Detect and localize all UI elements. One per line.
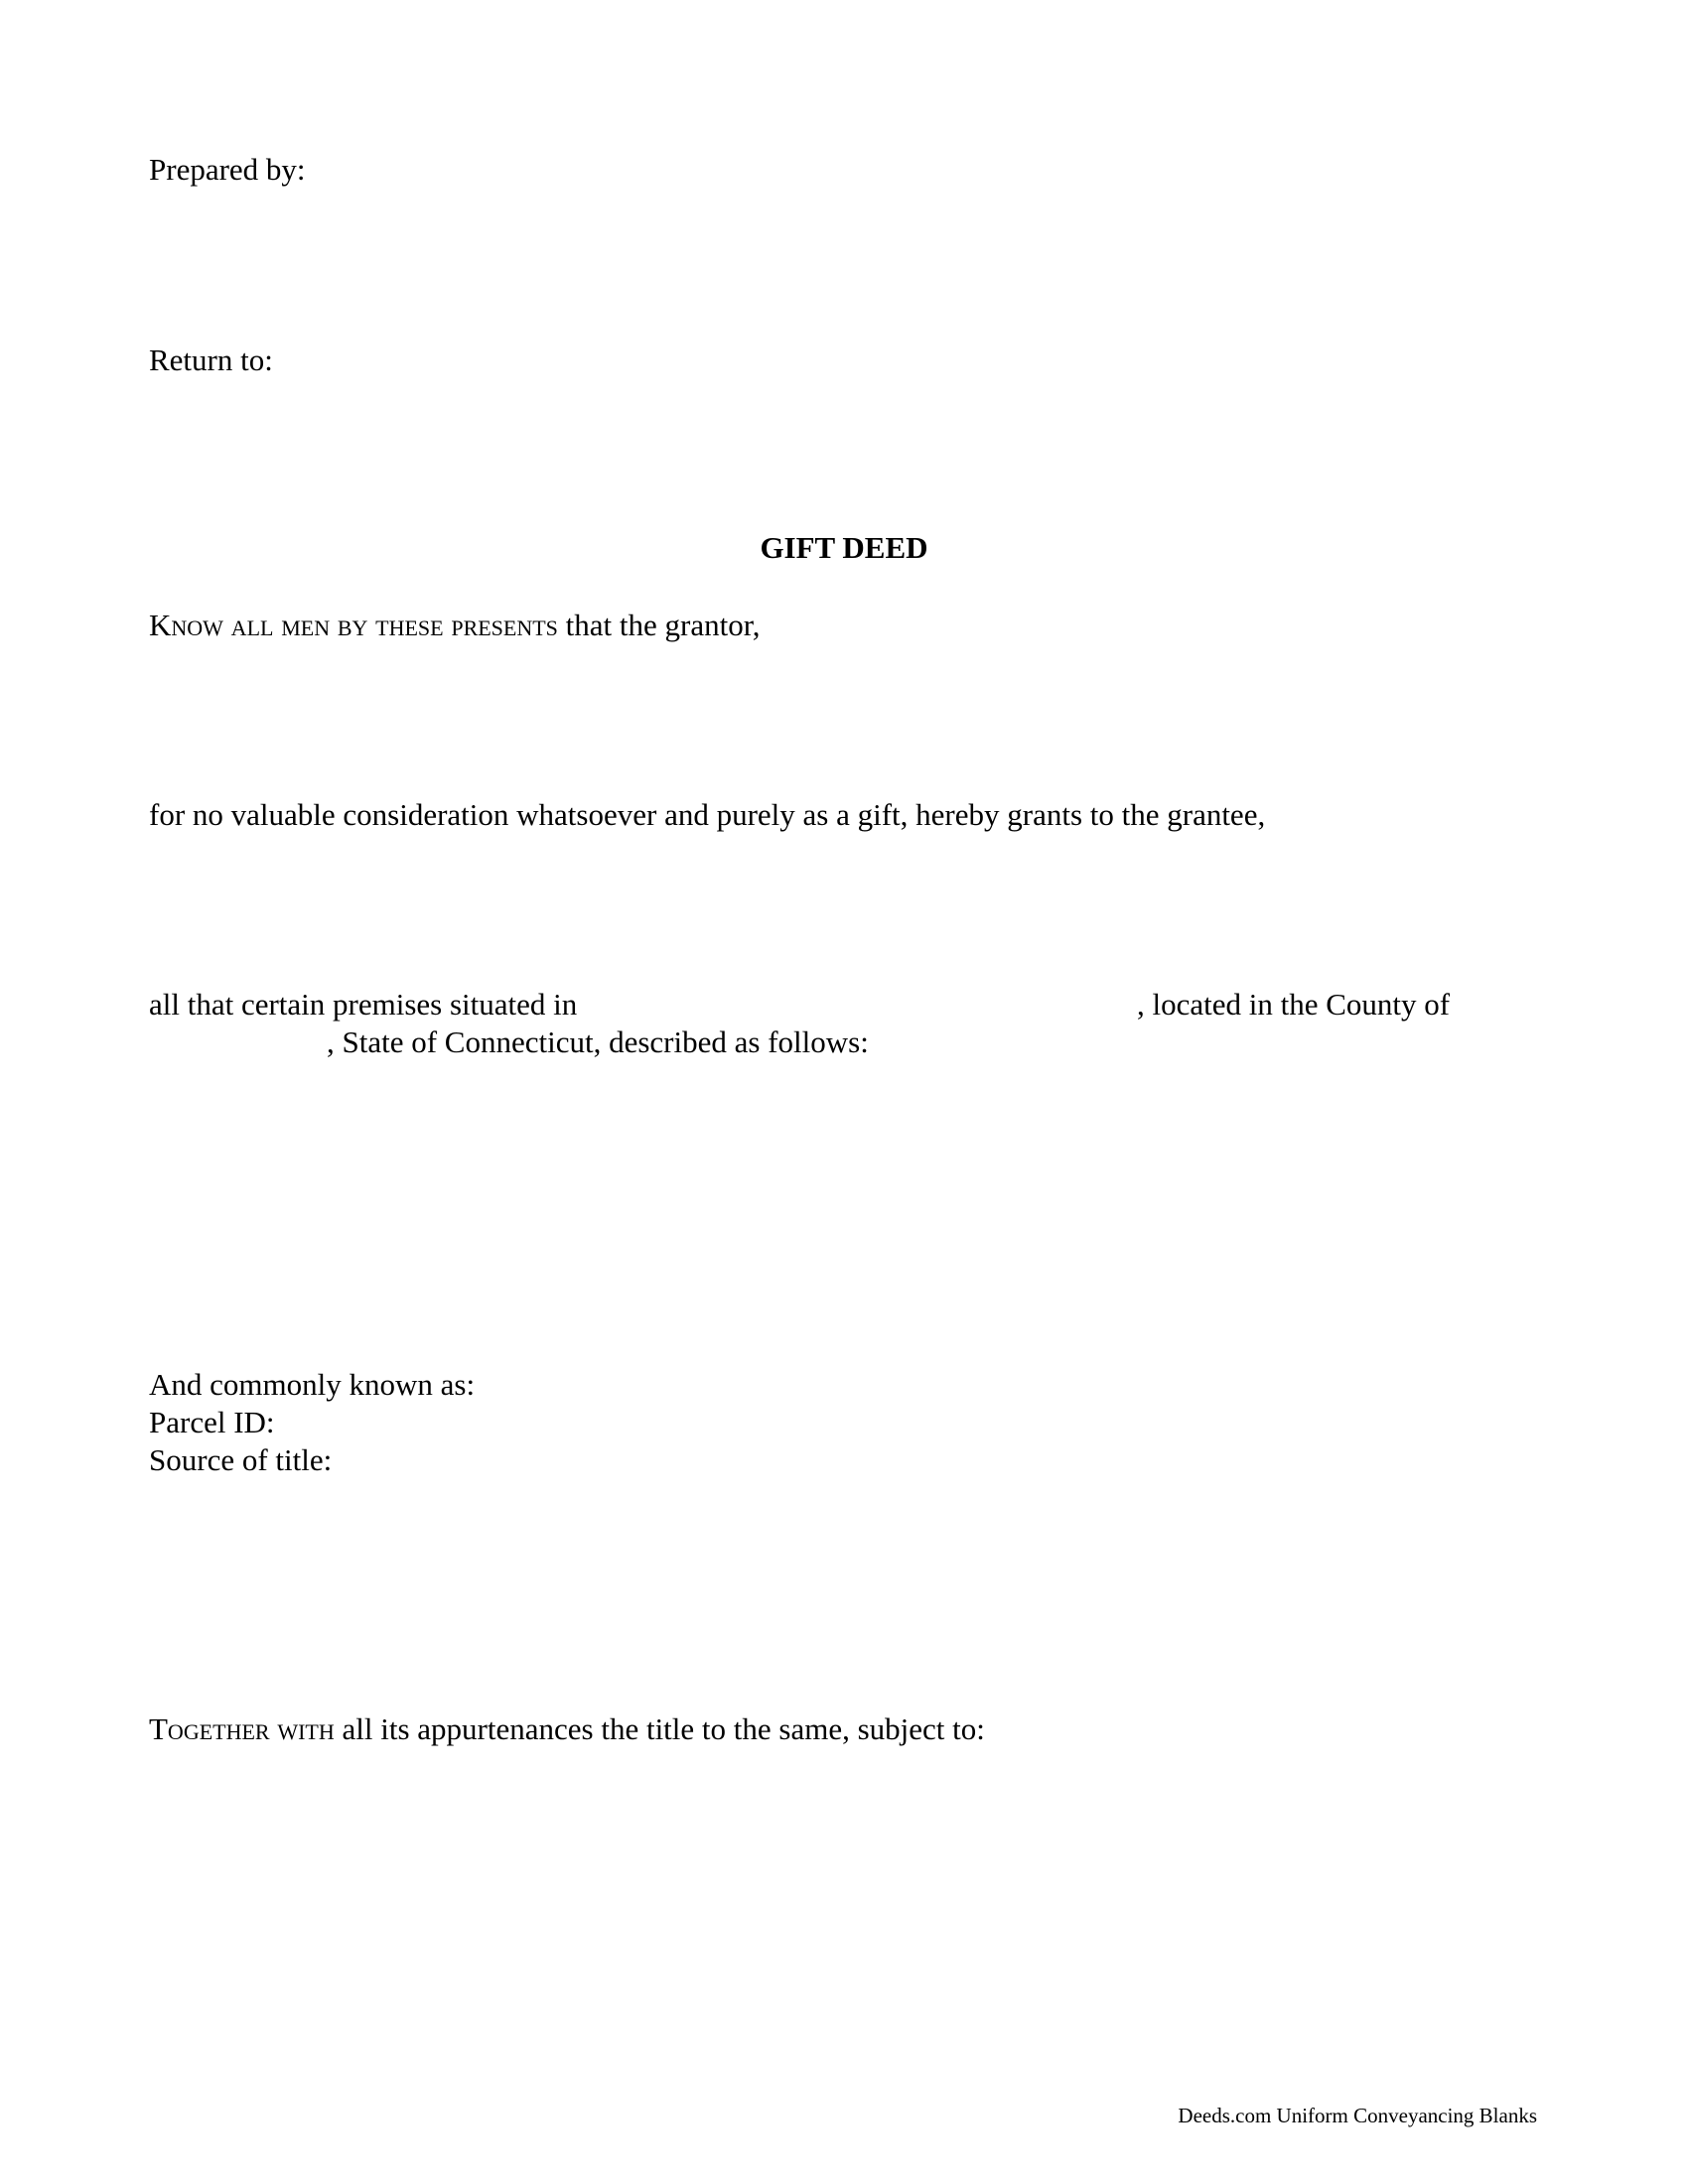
return-to-label: Return to:	[149, 342, 273, 377]
commonly-known-label: And commonly known as:	[149, 1367, 476, 1402]
premises-situated-label: all that certain premises situated in	[149, 987, 578, 1022]
located-in-county-label: , located in the County of	[1137, 987, 1451, 1022]
grantor-clause-rest: that the grantor,	[557, 608, 761, 642]
grantor-clause	[149, 607, 761, 644]
parcel-id-label: Parcel ID:	[149, 1405, 275, 1439]
footer-text: Deeds.com Uniform Conveyancing Blanks	[1178, 2104, 1537, 2127]
know-all-men-smallcaps: Know all men by these presents	[149, 608, 558, 642]
source-of-title-label: Source of title:	[149, 1442, 333, 1477]
together-with-clause	[149, 1710, 985, 1748]
prepared-by-label: Prepared by:	[149, 152, 306, 187]
document-title: GIFT DEED	[760, 530, 928, 565]
together-with-smallcaps: Together with	[149, 1711, 335, 1746]
consideration-clause: for no valuable consideration whatsoever and purely as a gift, hereby grants to the grantee,	[149, 797, 1266, 832]
together-with-rest: all its appurtenances the title to the same, subject to:	[334, 1711, 985, 1746]
state-description-label: , State of Connecticut, described as follows:	[327, 1024, 869, 1059]
